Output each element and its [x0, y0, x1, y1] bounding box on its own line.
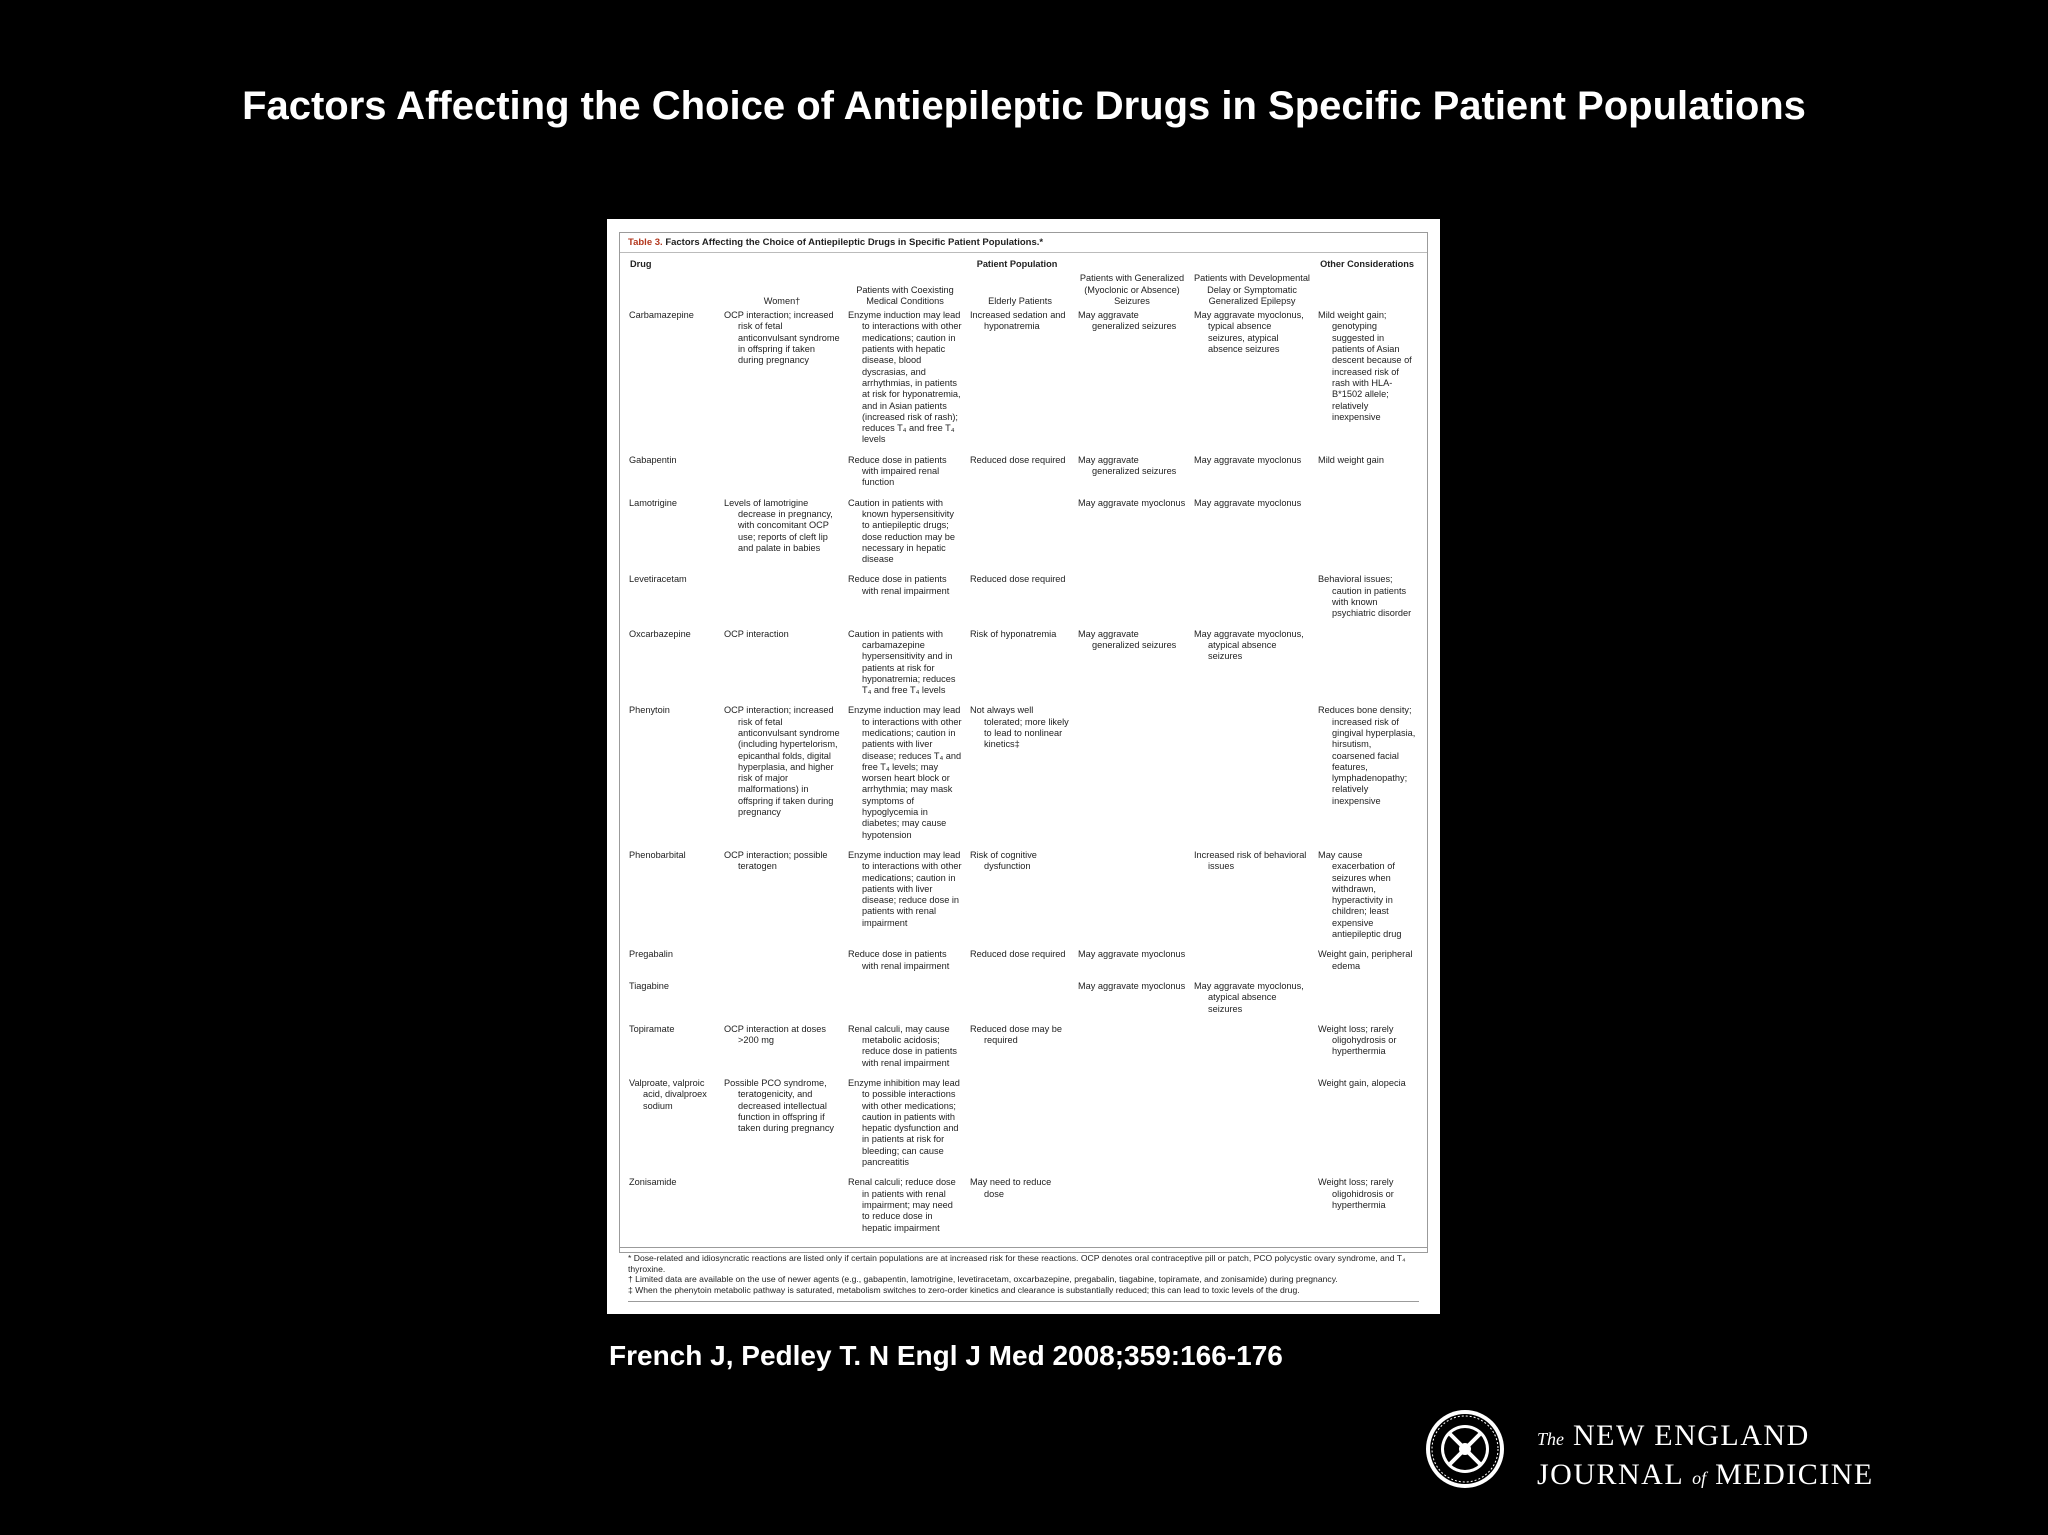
table-cell [720, 455, 844, 498]
table-cell [1190, 310, 1314, 455]
cell-text: Behavioral issues; caution in patients with known psychiatric disorder [1318, 574, 1412, 619]
table-cell [844, 1024, 966, 1078]
drug-name-cell [628, 574, 720, 628]
table-cell [966, 949, 1074, 981]
cell-text: Possible PCO syndrome, teratogenicity, and decreased intellectual function in offspring if taken during pregnancy [724, 1078, 835, 1134]
cell-text: Weight gain, alopecia [1318, 1078, 1406, 1088]
table-cell [720, 850, 844, 949]
table-cell [1190, 455, 1314, 498]
cell-text: Increased risk of behavioral issues [1194, 849, 1307, 872]
table-cell [720, 574, 844, 628]
table-cell [966, 498, 1074, 575]
table-caption [620, 233, 1427, 253]
table-cell [1314, 705, 1420, 850]
cell-text: OCP interaction; possible teratogen [724, 849, 828, 872]
slide-title: Factors Affecting the Choice of Antiepileptic Drugs in Specific Patient Populations [242, 84, 1806, 128]
table-cell [966, 981, 1074, 1024]
cell-text: May aggravate myoclonus, atypical absence seizures [1194, 628, 1304, 662]
table-cell [1074, 949, 1190, 981]
table-cell [720, 949, 844, 981]
cell-text: Weight gain, peripheral edema [1318, 949, 1413, 971]
table-cell [720, 1177, 844, 1242]
drug-name-cell [628, 981, 720, 1024]
header-row-sub [628, 273, 1420, 310]
table-cell [1314, 1078, 1420, 1177]
cell-text: Levels of lamotrigine decrease in pregnancy, with concomitant OCP use; reports of cleft lip and palate in babies [724, 497, 833, 553]
table-footnotes [620, 1247, 1427, 1296]
cell-text: May aggravate generalized seizures [1078, 454, 1177, 477]
table-cell [1314, 1024, 1420, 1078]
cell-text: Caution in patients with known hypersensitivity to antiepileptic drugs; dose reduction may be necessary in hepatic disease [848, 497, 955, 565]
cell-text: OCP interaction; increased risk of fetal anticonvulsant syndrome (including hypertelorism, epicanthal folds, digital hyperplasia, and higher risk of major malformations) in offspring if taken during pregnancy [724, 705, 840, 818]
table-cell [1190, 850, 1314, 949]
table-cell [844, 574, 966, 628]
drug-name-cell [628, 850, 720, 949]
cell-text: Risk of hyponatremia [970, 628, 1057, 639]
table-cell [1074, 574, 1190, 628]
cell-text: May aggravate myoclonus, typical absence seizures, atypical absence seizures [1194, 310, 1304, 355]
table-row [628, 1078, 1420, 1177]
cell-text: Enzyme induction may lead to interactions with other medications; caution in patients with hepatic disease, blood dyscrasias, and arrhythmias, in patients at risk for hyponatremia, and in Asian patients (increased risk of rash); reduces T₄ and free T₄ levels [848, 310, 962, 445]
cell-text: Mild weight gain; genotyping suggested in patients of Asian descent because of increased risk of rash with HLA-B*1502 allele; relatively inexpensive [1318, 310, 1412, 422]
table-image [607, 219, 1440, 1314]
cell-text: OCP interaction [724, 628, 789, 639]
table-row [628, 949, 1420, 981]
table-row [628, 574, 1420, 628]
table-row [628, 1177, 1420, 1242]
table-caption-text: Factors Affecting the Choice of Antiepileptic Drugs in Specific Patient Populations.* [665, 237, 1044, 248]
drug-name-cell [628, 310, 720, 455]
table-cell [1190, 1024, 1314, 1078]
divider [628, 1301, 1419, 1302]
cell-text: Increased sedation and hyponatremia [970, 310, 1066, 332]
cell-text: Weight loss; rarely oligohydrosis or hyperthermia [1318, 1023, 1397, 1057]
nejm-logo [1537, 1418, 1874, 1496]
table-cell [1314, 455, 1420, 498]
drug-name-cell [628, 949, 720, 981]
cell-text: Renal calculi, may cause metabolic acidosis; reduce dose in patients with renal impairment [848, 1023, 958, 1068]
table-cell [1074, 850, 1190, 949]
table-row [628, 310, 1420, 455]
table-cell [966, 850, 1074, 949]
logo-journal: JOURNAL [1537, 1458, 1684, 1491]
cell-text: Reduce dose in patients with renal impairment [848, 949, 950, 971]
table-label: Table 3. [628, 237, 663, 248]
table-cell [1190, 949, 1314, 981]
drug-name: Phenytoin [629, 705, 670, 716]
header-patient-population: Patient Population [976, 259, 1058, 269]
table-cell [1314, 498, 1420, 575]
table-row [628, 455, 1420, 498]
header-drug: Drug [630, 259, 652, 269]
table-cell [1314, 981, 1420, 1024]
header-generalized: Patients with Generalized (Myoclonic or Absence) Seizures [1079, 273, 1185, 306]
table-cell [1190, 705, 1314, 850]
table-cell [1074, 705, 1190, 850]
table-cell [1314, 949, 1420, 981]
table-row [628, 850, 1420, 949]
logo-line1: NEW ENGLAND [1573, 1419, 1810, 1452]
logo-the: The [1537, 1429, 1564, 1449]
table-cell [966, 705, 1074, 850]
table-cell [966, 629, 1074, 706]
table-row [628, 1024, 1420, 1078]
drug-name-cell [628, 1078, 720, 1177]
cell-text: Enzyme induction may lead to interactions with other medications; caution in patients with liver disease; reduces T₄ and free T₄ levels; may worsen heart block or arrhythmia; may mask symptoms of hypoglycemia in diabetes; may cause hypotension [848, 705, 962, 840]
cell-text: May aggravate myoclonus [1078, 980, 1186, 991]
table-cell [1314, 574, 1420, 628]
cell-text: May aggravate myoclonus [1078, 497, 1186, 508]
cell-text: Caution in patients with carbamazepine hypersensitivity and in patients at risk for hyponatremia; reduces T₄ and free T₄ levels [848, 628, 956, 696]
table-cell [1074, 981, 1190, 1024]
header-coexisting: Patients with Coexisting Medical Conditions [856, 284, 954, 306]
table-cell [1314, 850, 1420, 949]
header-elderly: Elderly Patients [988, 295, 1052, 306]
table-cell [720, 981, 844, 1024]
drug-name: Pregabalin [629, 949, 673, 960]
cell-text: Reduce dose in patients with renal impairment [848, 574, 950, 596]
cell-text: Reduce dose in patients with impaired renal function [848, 454, 947, 488]
drug-name-cell [628, 629, 720, 706]
table-cell [720, 1024, 844, 1078]
table-cell [1190, 1177, 1314, 1242]
nejm-seal-icon [1424, 1408, 1506, 1490]
table-frame [619, 232, 1428, 1296]
cell-text: May aggravate myoclonus, atypical absence seizures [1194, 980, 1304, 1014]
cell-text: May aggravate generalized seizures [1078, 310, 1177, 332]
table-cell [1190, 574, 1314, 628]
table-cell [844, 498, 966, 575]
table-cell [844, 1177, 966, 1242]
cell-text: Reduced dose may be required [970, 1023, 1062, 1046]
drug-name-cell [628, 455, 720, 498]
table-cell [1190, 981, 1314, 1024]
cell-text: May cause exacerbation of seizures when withdrawn, hyperactivity in children; least expensive antiepileptic drug [1318, 849, 1402, 940]
drug-name: Oxcarbazepine [629, 628, 691, 639]
table-cell [1074, 498, 1190, 575]
cell-text: OCP interaction at doses >200 mg [724, 1023, 826, 1046]
cell-text: May need to reduce dose [970, 1177, 1052, 1199]
table-cell [720, 705, 844, 850]
table-cell [1074, 1024, 1190, 1078]
table-cell [844, 850, 966, 949]
cell-text: Risk of cognitive dysfunction [970, 849, 1037, 872]
cell-text: Weight loss; rarely oligohidrosis or hyperthermia [1318, 1177, 1394, 1210]
table-cell [720, 1078, 844, 1177]
table-cell [844, 455, 966, 498]
cell-text: May aggravate myoclonus [1078, 949, 1186, 960]
table-cell [720, 498, 844, 575]
table-cell [1074, 1177, 1190, 1242]
table-cell [1074, 1078, 1190, 1177]
footnote: ‡ When the phenytoin metabolic pathway is saturated, metabolism switches to zero-order kinetics and clearance is substantially reduced; this can lead to toxic levels of the drug. [628, 1285, 1300, 1296]
table-cell [1074, 310, 1190, 455]
cell-text: Mild weight gain [1318, 454, 1384, 465]
cell-text: Renal calculi; reduce dose in patients with renal impairment; may need to reduce dose in hepatic impairment [848, 1177, 956, 1233]
drug-name: Zonisamide [629, 1177, 677, 1188]
cell-text: Reduced dose required [970, 574, 1066, 585]
table-cell [1314, 310, 1420, 455]
cell-text: May aggravate generalized seizures [1078, 628, 1177, 650]
table-row [628, 981, 1420, 1024]
cell-text: Enzyme induction may lead to interactions with other medications; caution in patients with liver disease; reduce dose in patients with renal impairment [848, 849, 962, 928]
table-cell [966, 310, 1074, 455]
table-cell [1190, 629, 1314, 706]
footnote: * Dose-related and idiosyncratic reactions are listed only if certain populations are at increased risk for these reactions. OCP denotes oral contraceptive pill or patch, PCO polycystic ovary syndrome, and T₄ thyroxine. [628, 1252, 1406, 1274]
table-cell [720, 629, 844, 706]
table-cell [844, 705, 966, 850]
drug-name: Levetiracetam [629, 574, 687, 585]
drug-name: Gabapentin [629, 454, 677, 465]
cell-text: May aggravate myoclonus [1194, 454, 1302, 465]
table-body [628, 310, 1420, 1243]
citation: French J, Pedley T. N Engl J Med 2008;359:166-176 [609, 1340, 1283, 1371]
header-women: Women† [763, 295, 801, 306]
table-cell [966, 1177, 1074, 1242]
table-cell [966, 1078, 1074, 1177]
drug-name-cell [628, 498, 720, 575]
table-cell [1314, 1177, 1420, 1242]
cell-text: Reduced dose required [970, 454, 1066, 465]
drug-name-cell [628, 705, 720, 850]
table-cell [1074, 455, 1190, 498]
table-cell [966, 574, 1074, 628]
header-row-top [628, 253, 1420, 273]
cell-text: OCP interaction; increased risk of fetal anticonvulsant syndrome in offspring if taken during pregnancy [724, 310, 840, 366]
logo-of: of [1692, 1468, 1707, 1488]
table-cell [966, 1024, 1074, 1078]
table-cell [844, 981, 966, 1024]
header-other-considerations: Other Considerations [1320, 259, 1415, 269]
cell-text: Enzyme inhibition may lead to possible interactions with other medications; caution in patients with hepatic dysfunction and in patients at risk for bleeding; can cause pancreatitis [848, 1078, 960, 1168]
footnote: † Limited data are available on the use of newer agents (e.g., gabapentin, lamotrigine, levetiracetam, oxcarbazepine, pregabalin, tiagabine, topiramate, and zonisamide) during pregnancy. [628, 1274, 1338, 1285]
table-cell [844, 1078, 966, 1177]
drug-name: Lamotrigine [629, 497, 678, 508]
cell-text: Reduced dose required [970, 949, 1066, 960]
table-cell [720, 310, 844, 455]
cell-text: Reduces bone density; increased risk of gingival hyperplasia, hirsutism, coarsened facial features, lymphadenopathy; relatively inexpensive [1318, 705, 1416, 806]
header-developmental: Patients with Developmental Delay or Symptomatic Generalized Epilepsy [1194, 273, 1310, 306]
table-cell [844, 310, 966, 455]
drug-table [628, 253, 1420, 1243]
table-cell [966, 455, 1074, 498]
table-cell [844, 949, 966, 981]
drug-name: Valproate, valproic acid, divalproex sodium [629, 1078, 707, 1111]
drug-name-cell [628, 1024, 720, 1078]
table-cell [1314, 629, 1420, 706]
table-cell [1074, 629, 1190, 706]
cell-text: Not always well tolerated; more likely to lead to nonlinear kinetics‡ [970, 705, 1069, 750]
logo-medicine: MEDICINE [1715, 1458, 1874, 1491]
drug-name: Topiramate [629, 1023, 675, 1034]
drug-name: Carbamazepine [629, 310, 694, 321]
table-row [628, 498, 1420, 575]
drug-name: Tiagabine [629, 980, 670, 991]
table-cell [1190, 1078, 1314, 1177]
cell-text: May aggravate myoclonus [1194, 497, 1302, 508]
drug-name-cell [628, 1177, 720, 1242]
drug-name: Phenobarbital [629, 849, 686, 860]
table-row [628, 629, 1420, 706]
table-row [628, 705, 1420, 850]
table-cell [1190, 498, 1314, 575]
table-cell [844, 629, 966, 706]
